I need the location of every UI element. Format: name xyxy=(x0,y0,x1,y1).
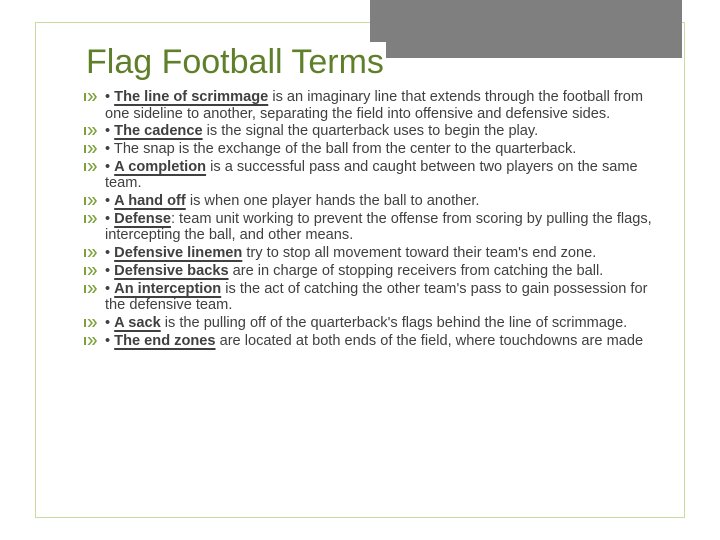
item-term: A sack xyxy=(114,315,161,332)
arrow-bullet-icon xyxy=(84,336,97,346)
item-term: The line of scrimmage xyxy=(114,89,269,105)
item-prefix: • xyxy=(105,158,115,175)
list-item xyxy=(84,315,654,332)
terms-list xyxy=(84,89,654,351)
arrow-bullet-icon xyxy=(84,318,97,328)
list-item xyxy=(84,141,654,158)
list-item xyxy=(84,123,654,140)
item-text: are in charge of stopping receivers from catching the ball. xyxy=(228,263,604,280)
item-term: A completion xyxy=(114,158,207,175)
list-item xyxy=(84,263,654,280)
list-item xyxy=(84,281,654,314)
item-text: The snap is the exchange of the ball from the center to the quarterback. xyxy=(113,141,577,158)
item-prefix: • xyxy=(105,280,115,297)
item-text: is the act of catching the other team's pass to gain possession for the defensive team. xyxy=(105,280,648,314)
item-text: is the signal the quarterback uses to begin the play. xyxy=(202,123,539,140)
item-text: is an imaginary line that extends through the football from one sideline to another, separating the field into offensive and defensive sides. xyxy=(105,89,644,122)
list-item xyxy=(84,245,654,262)
item-prefix: • xyxy=(105,193,115,210)
item-text: is a successful pass and caught between two players on the same team. xyxy=(105,158,638,192)
arrow-bullet-icon xyxy=(84,284,97,294)
list-item xyxy=(84,333,654,350)
arrow-bullet-icon xyxy=(84,214,97,224)
item-prefix: • xyxy=(105,245,115,262)
item-prefix: • xyxy=(105,89,115,105)
list-item xyxy=(84,89,654,122)
item-term: Defensive linemen xyxy=(114,245,243,262)
arrow-bullet-icon xyxy=(84,248,97,258)
item-term: Defensive backs xyxy=(114,263,229,280)
slide-title: Flag Football Terms xyxy=(86,43,384,81)
item-prefix: • xyxy=(105,332,115,349)
item-text: try to stop all movement toward their team's end zone. xyxy=(242,245,597,262)
item-text: is when one player hands the ball to another. xyxy=(185,193,480,210)
arrow-bullet-icon xyxy=(84,162,97,172)
arrow-bullet-icon xyxy=(84,266,97,276)
item-prefix: • xyxy=(105,123,115,140)
decorative-corner-box xyxy=(370,0,682,58)
arrow-bullet-icon xyxy=(84,92,97,102)
item-term: The end zones xyxy=(114,332,216,349)
item-prefix: • xyxy=(105,210,115,227)
list-item xyxy=(84,193,654,210)
item-prefix: • xyxy=(105,263,115,280)
item-term: A hand off xyxy=(114,193,186,210)
arrow-bullet-icon xyxy=(84,126,97,136)
item-term: Defense xyxy=(114,210,171,227)
arrow-bullet-icon xyxy=(84,144,97,154)
item-text: is the pulling off of the quarterback's flags behind the line of scrimmage. xyxy=(160,315,628,332)
item-term: An interception xyxy=(114,280,222,297)
item-prefix: • xyxy=(105,141,114,158)
arrow-bullet-icon xyxy=(84,196,97,206)
item-term: The cadence xyxy=(114,123,203,140)
item-prefix: • xyxy=(105,315,115,332)
list-item xyxy=(84,211,654,244)
item-text: are located at both ends of the field, where touchdowns are made xyxy=(215,332,644,349)
item-text: : team unit working to prevent the offense from scoring by pulling the flags, intercepting the ball, and other means. xyxy=(105,210,652,244)
list-item xyxy=(84,159,654,192)
